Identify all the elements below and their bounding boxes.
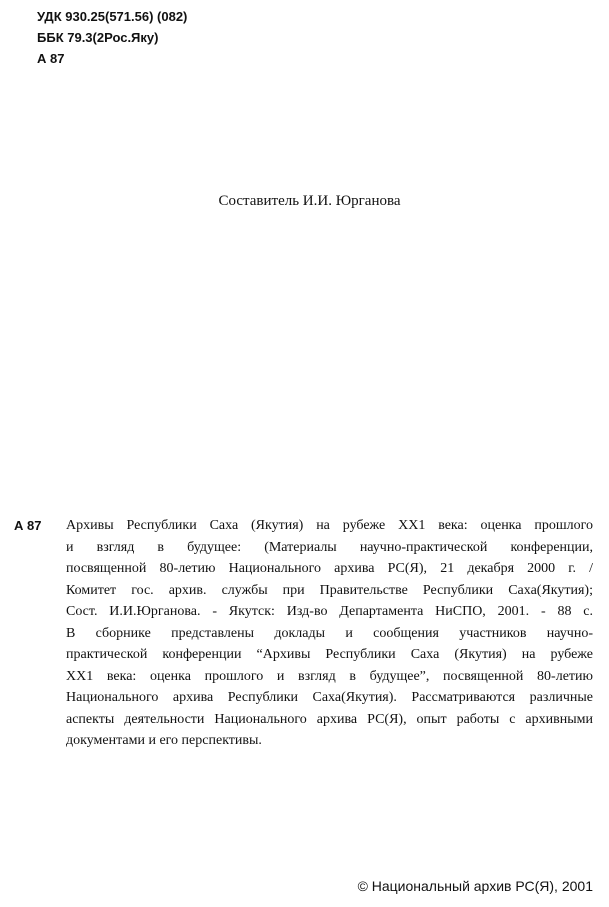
classification-codes (37, 6, 187, 69)
udk-code: УДК 930.25(571.56) (082) (37, 9, 188, 24)
bibliographic-description (66, 515, 593, 623)
description-line: Сост. И.И.Юрганова. - Якутск: Изд-во Департамента НиСПО, 2001. - 88 с. (66, 604, 593, 619)
annotation-line: XX1 века: оценка прошлого и взгляд в будущее”, посвященной 80-летию (66, 668, 593, 684)
bibliographic-code: А 87 (14, 518, 42, 533)
annotation-line: документами и его перспективы. (66, 733, 262, 748)
bibliographic-record (66, 515, 593, 752)
description-line: и взгляд в будущее: (Материалы научно-практической конференции, (66, 539, 593, 555)
description-line: посвященной 80-летию Национального архива РС(Я), 21 декабря 2000 г. / (66, 561, 593, 576)
annotation-line: В сборнике представлены доклады и сообщения участников научно- (66, 625, 593, 641)
annotation-line: Национального архива Республики Саха(Якутия). Рассматриваются различные (66, 690, 593, 705)
annotation-line: аспекты деятельности Национального архива РС(Я), опыт работы с архивными (66, 711, 593, 727)
annotation-line: практической конференции “Архивы Республики Саха (Якутия) на рубеже (66, 647, 593, 662)
description-line: Архивы Республики Саха (Якутия) на рубеже XX1 века: оценка прошлого (66, 518, 593, 533)
description-line: Комитет гос. архив. службы при Правительстве Республики Саха(Якутия); (66, 582, 593, 598)
annotation (66, 623, 593, 752)
author-sign: А 87 (37, 51, 65, 66)
copyright-notice: © Национальный архив РС(Я), 2001 (357, 878, 593, 894)
compiler-line: Составитель И.И. Юрганова (218, 193, 401, 209)
bbk-code: ББК 79.3(2Рос.Яку) (37, 30, 159, 45)
